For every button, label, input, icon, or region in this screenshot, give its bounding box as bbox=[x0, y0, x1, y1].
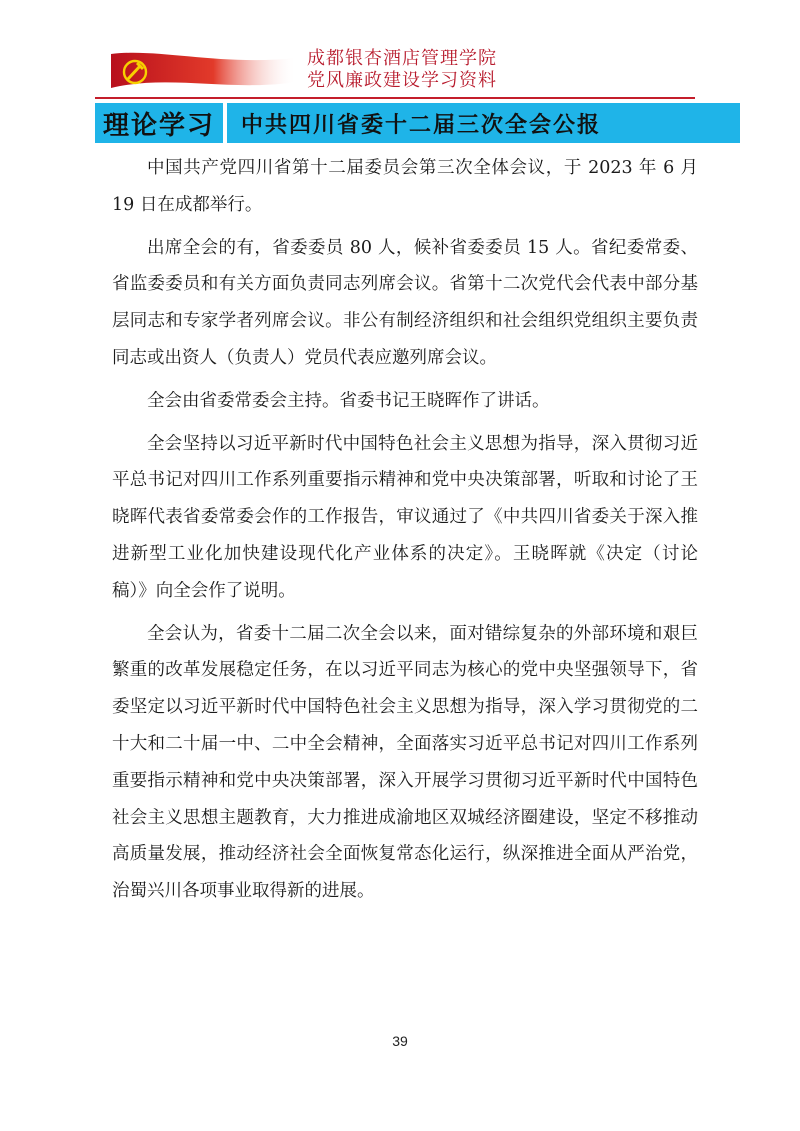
paragraph: 出席全会的有，省委委员 80 人，候补省委委员 15 人。省纪委常委、省监委委员和有关方面负责同志列席会议。省第十二次党代会代表中部分基层同志和专家学者列席会议。非公有制经济组织和社会组织党组织主要负责同志或出资人（负责人）党员代表应邀列席会议。 bbox=[112, 237, 698, 368]
page-number: 39 bbox=[392, 1033, 408, 1049]
header-school-name: 成都银杏酒店管理学院 bbox=[307, 48, 497, 69]
section-tag: 理论学习 bbox=[102, 110, 215, 141]
paragraph: 中国共产党四川省第十二届委员会第三次全体会议，于 2023 年 6 月 19 日在成都举行。 bbox=[112, 158, 698, 215]
header-text bbox=[307, 48, 497, 92]
paragraph: 全会由省委常委会主持。省委书记王晓晖作了讲话。 bbox=[147, 390, 550, 411]
party-emblem-flag-icon bbox=[109, 48, 299, 94]
paragraph: 全会坚持以习近平新时代中国特色社会主义思想为指导，深入贯彻习近平总书记对四川工作系列重要指示精神和党中央决策部署，听取和讨论了王晓晖代表省委常委会作的工作报告，审议通过了《中共四川省委关于深入推进新型工业化加快建设现代化产业体系的决定》。王晓晖就《决定（讨论稿）》向全会作了说明。 bbox=[112, 433, 698, 601]
page-header bbox=[95, 40, 695, 98]
article-body bbox=[112, 150, 698, 916]
paragraph: 全会认为，省委十二届二次全会以来，面对错综复杂的外部环境和艰巨繁重的改革发展稳定任务，在以习近平同志为核心的党中央坚强领导下，省委坚定以习近平新时代中国特色社会主义思想为指导，深入学习贯彻党的二十大和二十届一中、二中全会精神，全面落实习近平总书记对四川工作系列重要指示精神和党中央决策部署，深入开展学习贯彻习近平新时代中国特色社会主义思想主题教育，大力推进成渝地区双城经济圈建设，坚定不移推动高质量发展，推动经济社会全面恢复常态化运行，纵深推进全面从严治党，治蜀兴川各项事业取得新的进展。 bbox=[112, 623, 698, 902]
header-subtitle: 党风廉政建设学习资料 bbox=[307, 70, 497, 91]
title-bar bbox=[95, 103, 740, 143]
header-rule bbox=[95, 97, 695, 99]
article-title: 中共四川省委十二届三次全会公报 bbox=[241, 112, 602, 138]
